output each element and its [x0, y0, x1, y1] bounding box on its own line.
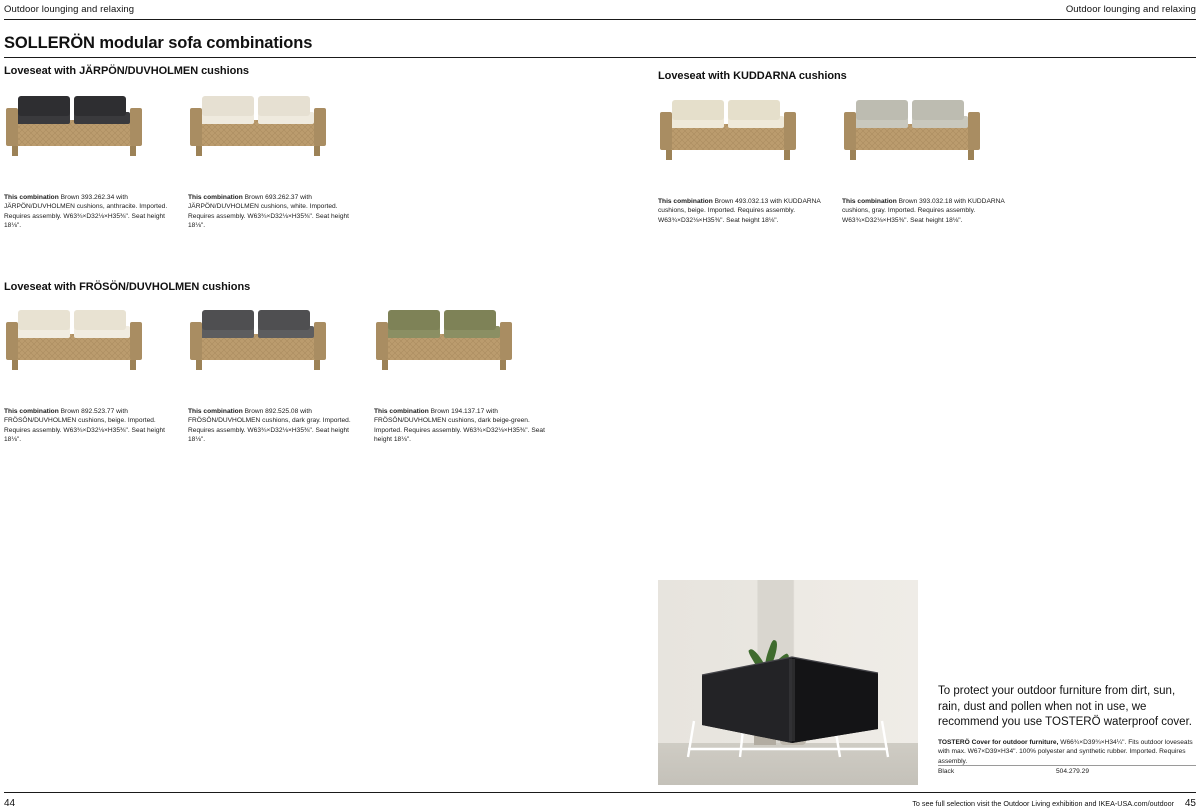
running-head-right: Outdoor lounging and relaxing: [1065, 4, 1196, 15]
solleron-loveseat-illustration: [374, 302, 534, 380]
page-number-right: 45: [1184, 798, 1196, 809]
section-heading-froson: Loveseat with FRÖSÖN/DUVHOLMEN cushions: [4, 281, 251, 293]
variant-name: Black: [938, 768, 955, 775]
running-head-left: Outdoor lounging and relaxing: [4, 4, 135, 15]
product-caption: [4, 407, 180, 444]
caption-text: Brown 393.032.18 with KUDDARNA cushions, gray. Imported. Requires assembly. W63¾×D32⅛×H35⅜". Seat height 18⅛".: [842, 198, 1005, 224]
product-image: [188, 88, 358, 171]
caption-text: Brown 194.137.17 with FRÖSÖN/DUVHOLMEN cushions, dark beige-green. Imported. Requires assembly. W63¾×D32⅛×H35⅜". Seat height 18⅛".: [374, 408, 545, 444]
product-block: [374, 302, 550, 444]
product-caption: [188, 407, 364, 444]
product-image: [4, 88, 174, 171]
caption-lead: This combination: [842, 198, 897, 205]
product-block: [658, 92, 828, 225]
section-heading-jarpon: Loveseat with JÄRPÖN/DUVHOLMEN cushions: [4, 65, 249, 77]
section-heading-kuddarna: Loveseat with KUDDARNA cushions: [658, 70, 847, 82]
product-image: [842, 92, 1012, 175]
caption-text: Brown 892.523.77 with FRÖSÖN/DUVHOLMEN cushions, beige. Imported. Requires assembly. W63¾×D32⅛×H35⅜". Seat height 18⅛".: [4, 408, 166, 444]
product-image: [188, 302, 364, 385]
solleron-loveseat-illustration: [188, 88, 348, 166]
solleron-loveseat-illustration: [658, 92, 818, 170]
solleron-loveseat-illustration: [4, 88, 164, 166]
tostero-cover-illustration: [696, 653, 882, 745]
footer-rule: [4, 792, 1196, 793]
product-image: [374, 302, 550, 385]
product-caption: [4, 193, 174, 230]
caption-text: Brown 693.262.37 with JÄRPÖN/DUVHOLMEN cushions, white. Imported. Requires assembly. W63¾×D32⅛×H35⅜". Seat height 18⅛".: [188, 194, 350, 230]
product-block: [188, 88, 358, 230]
solleron-loveseat-illustration: [188, 302, 348, 380]
product-caption: [658, 197, 828, 225]
caption-text: Brown 493.032.13 with KUDDARNA cushions, beige. Imported. Requires assembly. W63¾×D32⅛×H35⅜". Seat height 18⅛".: [658, 198, 821, 224]
caption-lead: This combination: [4, 194, 59, 201]
caption-lead: This combination: [188, 194, 243, 201]
solleron-loveseat-illustration: [4, 302, 164, 380]
promo-spec-text: W66¾×D39¾×H34¼". Fits outdoor loveseats with max. W67×D39×H34". 100% polyester and synthetic rubber. Imported. Requires assembly.: [938, 739, 1193, 765]
page-number-left: 44: [4, 798, 16, 809]
caption-text: Brown 892.525.08 with FRÖSÖN/DUVHOLMEN cushions, dark gray. Imported. Requires assembly. W63¾×D32⅛×H35⅜". Seat height 18⅛".: [188, 408, 351, 444]
product-caption: [842, 197, 1012, 225]
promo-paragraph: To protect your outdoor furniture from dirt, sun, rain, dust and pollen when not in use, we recommend you use TOSTERÖ waterproof cover.: [938, 685, 1192, 729]
product-block: [842, 92, 1012, 225]
product-caption: [374, 407, 550, 444]
footer-note: To see full selection visit the Outdoor Living exhibition and IKEA-USA.com/outdoor: [912, 799, 1174, 808]
product-image: [4, 302, 180, 385]
product-block: [4, 88, 174, 230]
product-image: [658, 92, 828, 175]
header-rule: [4, 19, 1196, 20]
product-caption: [188, 193, 358, 230]
caption-lead: This combination: [374, 408, 429, 415]
promo-spec-lead: TOSTERÖ Cover for outdoor furniture,: [938, 739, 1059, 746]
caption-lead: This combination: [4, 408, 59, 415]
product-block: [4, 302, 180, 444]
tostero-cover-photo: [658, 580, 918, 785]
product-block: [188, 302, 364, 444]
caption-lead: This combination: [658, 198, 713, 205]
solleron-loveseat-illustration: [842, 92, 1002, 170]
title-rule: [4, 57, 1196, 58]
caption-text: Brown 393.262.34 with JÄRPÖN/DUVHOLMEN cushions, anthracite. Imported. Requires assembly. W63¾×D32⅛×H35⅜". Seat height 18⅛".: [4, 194, 168, 230]
caption-lead: This combination: [188, 408, 243, 415]
spec-divider: [938, 765, 1196, 766]
promo-spec: [938, 738, 1196, 766]
variant-article-number: 504.279.29: [1056, 768, 1090, 775]
page-title: SOLLERÖN modular sofa combinations: [4, 34, 313, 52]
